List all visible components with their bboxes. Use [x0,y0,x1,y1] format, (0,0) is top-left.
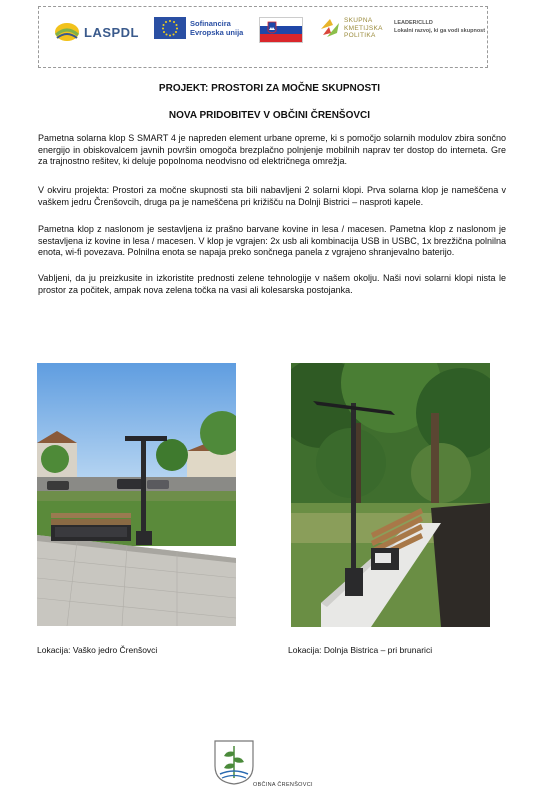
municipality-name: OBČINA ČRENŠOVCI [253,782,313,788]
eu-text: Sofinancira Evropska unija [190,19,244,37]
logo-bar [38,6,488,68]
municipality-crest [212,738,256,791]
paragraph-intro: Pametna solarna klop S SMART 4 je napreden element urbane opreme, ki s pomočjo solarnih modulov zbira sončno energijo in obiskovalcem javnih površin omogoča brezplačno polnjenje mobilnih naprav ter dostop do interneta. Gre za trajnostno rešitev, ki deluje popolnoma neodvisno od električnega omrežja. [38,133,506,167]
skp-text: SKUPNA KMETIJSKA POLITIKA [344,17,383,39]
document-subtitle: NOVA PRIDOBITEV V OBČINI ČRENŠOVCI [168,110,371,121]
skp-logo [319,17,383,40]
photo-dolnja-bistrica [291,363,490,627]
laspdl-logo [53,21,139,43]
photo-caption-2: Lokacija: Dolnja Bistrica – pri brunarici [288,645,433,655]
solar-bench-photo-1 [37,363,236,626]
laspdl-logo-text: LASPDL [84,24,139,40]
photo-caption-1: Lokacija: Vaško jedro Črenšovci [37,645,158,655]
paragraph-invitation: Vabljeni, da ju preizkusite in izkoristite prednosti zelene tehnologije v našem okolju. Naši novi solarni klopi nista le prostor za počitek, ampak nova zelena točka na vasi ali kolesarska postojanka. [38,273,506,295]
eu-flag-icon [154,17,186,39]
solar-bench-photo-2 [291,363,490,627]
leader-logo: LEADER/CLLD Lokalni razvoj, ki ga vodi skupnost [394,20,486,34]
laspdl-mark-icon [53,21,81,43]
paragraph-project: V okviru projekta: Prostori za močne skupnosti sta bili nabavljeni 2 solarni klopi. Prva solarna klop je nameščena v vaškem jedru Črenšovcih, druga pa je nameščena pri križišču na Dolnji Bistrici – nasproti kapele. [38,185,506,207]
slovenia-flag-icon [259,17,303,43]
photo-crensovci [37,363,236,626]
document-title: PROJEKT: PROSTORI ZA MOČNE SKUPNOSTI [158,83,381,94]
eu-logo [154,17,243,39]
skp-mark-icon [319,17,341,39]
paragraph-description: Pametna klop z naslonom je sestavljena iz prašno barvane kovine in lesa / macesen. Pametna klop z naslonom je sestavljena iz kovine in lesa / macesen. V klop je vgrajen: 2x usb ali kombinacija USB in USBC, 1x brezžična polnilna enota, wi-fi povezava. Polnilna enota se napaja preko sončnega panela z vgrajeno shranjevalno baterijo. [38,224,506,258]
crest-icon [212,738,256,786]
